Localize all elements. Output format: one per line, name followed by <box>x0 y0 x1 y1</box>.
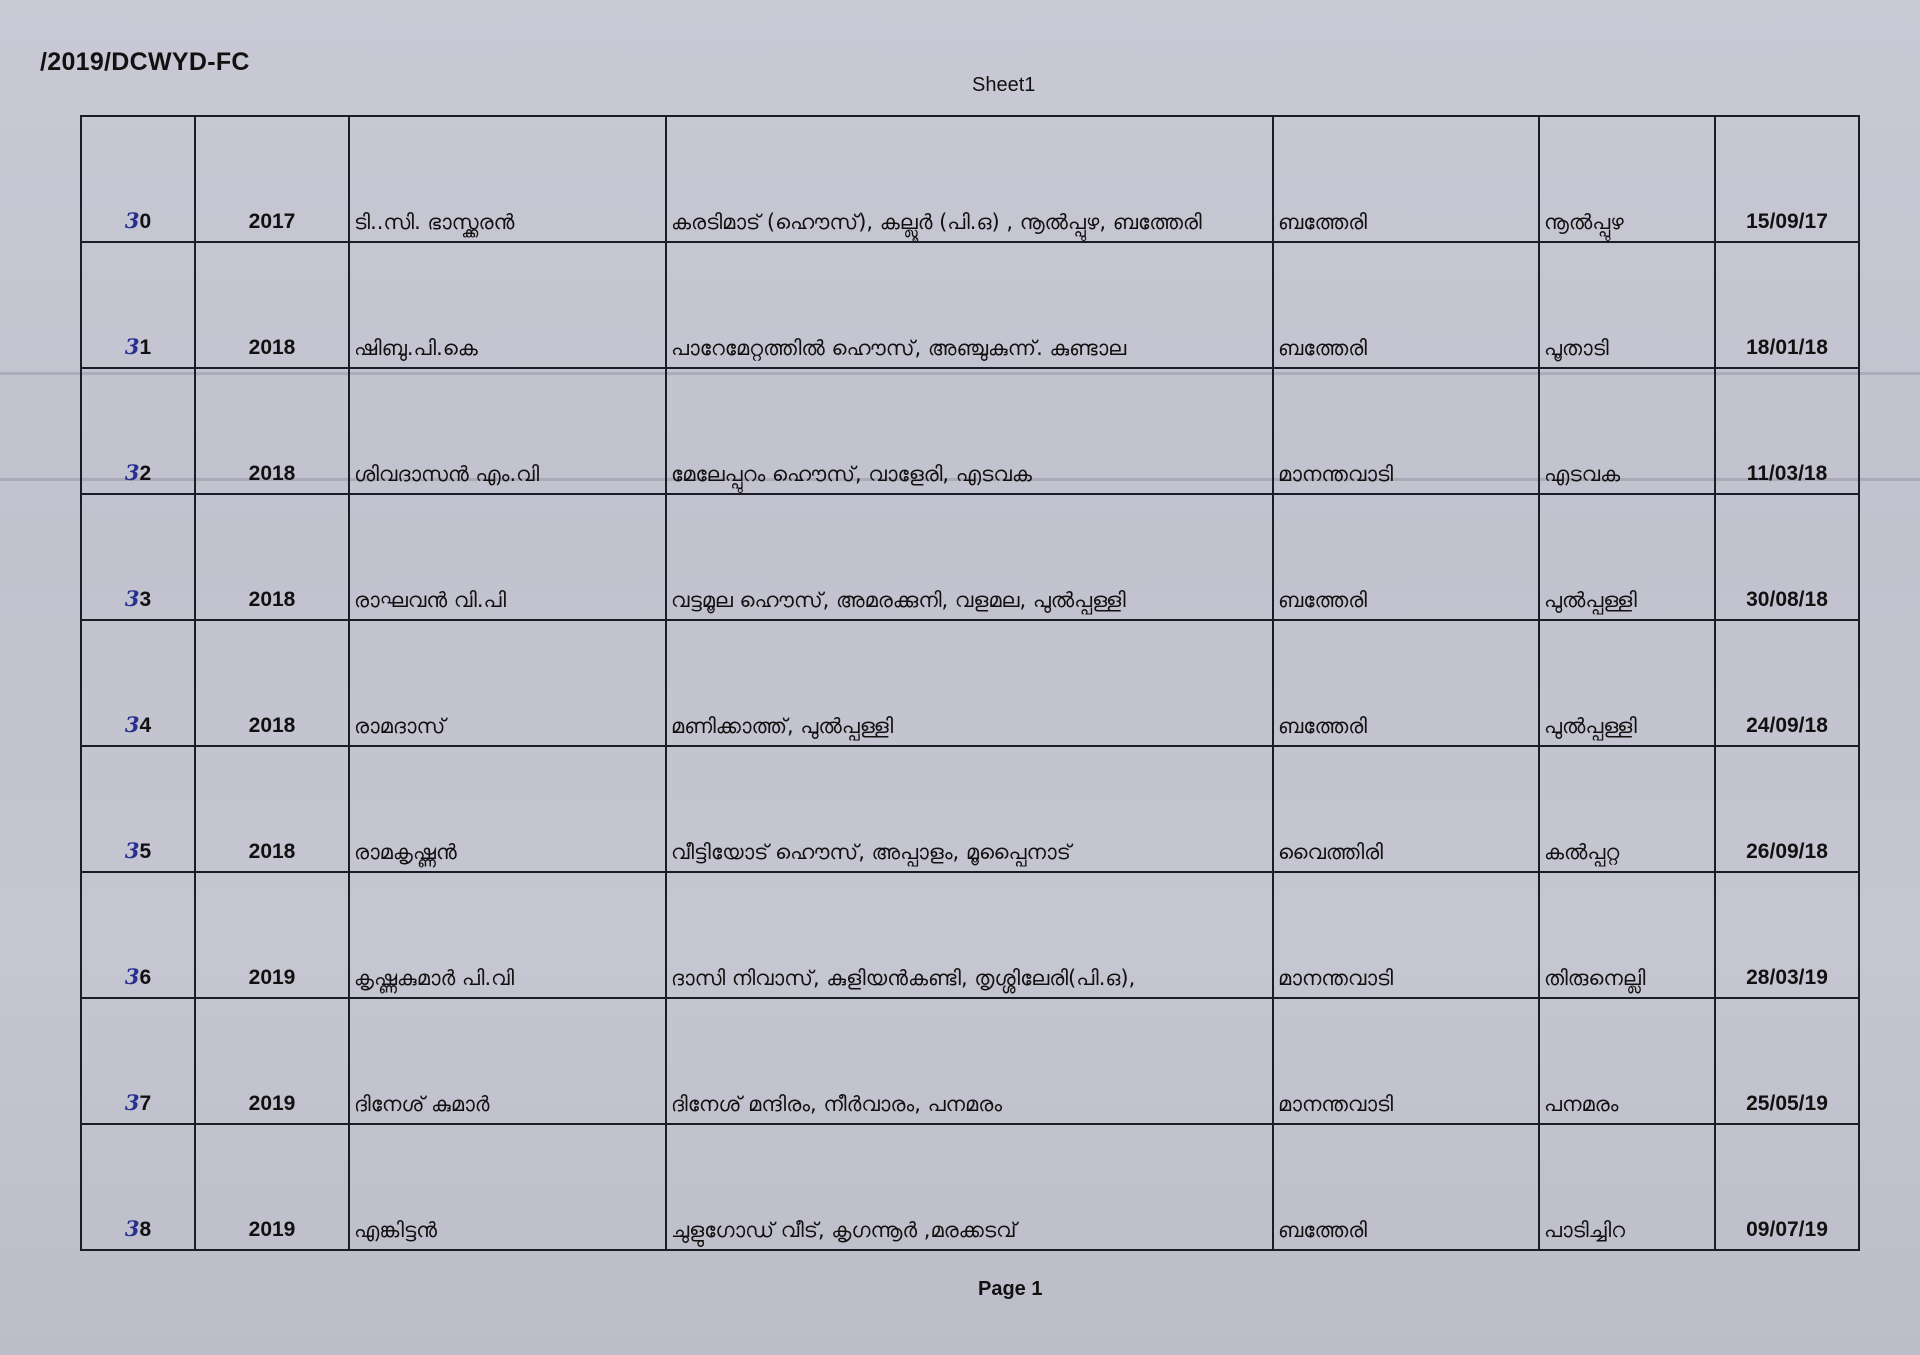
handwritten-digit: 3 <box>124 334 140 359</box>
printed-digit: 0 <box>139 210 152 233</box>
name-cell: രാമദാസ് <box>349 620 666 746</box>
handwritten-digit: 3 <box>124 460 140 485</box>
date-cell: 28/03/19 <box>1715 872 1859 998</box>
taluk-cell: ബത്തേരി <box>1273 620 1539 746</box>
table-row <box>81 242 1859 368</box>
serial-number-cell <box>81 116 195 242</box>
year-cell: 2018 <box>195 494 349 620</box>
taluk-cell: മാനന്തവാടി <box>1273 368 1539 494</box>
taluk-cell: മാനന്തവാടി <box>1273 872 1539 998</box>
name-cell: ദിനേശ് കുമാർ <box>349 998 666 1124</box>
village-cell: നൂൽപ്പുഴ <box>1539 116 1715 242</box>
name-cell: രാഘവൻ വി.പി <box>349 494 666 620</box>
village-cell: പനമരം <box>1539 998 1715 1124</box>
village-cell: പുൽപ്പള്ളി <box>1539 494 1715 620</box>
serial-number-cell <box>81 368 195 494</box>
village-cell: പാടിച്ചിറ <box>1539 1124 1715 1250</box>
serial-number-cell <box>81 494 195 620</box>
handwritten-digit: 3 <box>124 208 140 233</box>
address-cell: വട്ടമൂല ഹൌസ്, അമരക്കുനി, വളമല, പുൽപ്പള്ളി <box>666 494 1273 620</box>
printed-digit: 4 <box>139 714 152 737</box>
printed-digit: 3 <box>139 588 152 611</box>
serial-number-cell <box>81 746 195 872</box>
date-cell: 18/01/18 <box>1715 242 1859 368</box>
address-cell: മണിക്കാത്ത്, പുൽപ്പള്ളി <box>666 620 1273 746</box>
village-cell: പൂതാടി <box>1539 242 1715 368</box>
taluk-cell: മാനന്തവാടി <box>1273 998 1539 1124</box>
name-cell: ടി..സി. ഭാസ്ക്കരൻ <box>349 116 666 242</box>
name-cell: രാമകൃഷ്ണൻ <box>349 746 666 872</box>
address-cell: വീട്ടിയോട് ഹൌസ്, അപ്പാളം, മൂപ്പൈനാട് <box>666 746 1273 872</box>
table-row <box>81 1124 1859 1250</box>
taluk-cell: ബത്തേരി <box>1273 242 1539 368</box>
handwritten-digit: 3 <box>124 1090 140 1115</box>
table-row <box>81 998 1859 1124</box>
year-cell: 2018 <box>195 242 349 368</box>
serial-number-cell <box>81 1124 195 1250</box>
date-cell: 24/09/18 <box>1715 620 1859 746</box>
taluk-cell: ബത്തേരി <box>1273 494 1539 620</box>
taluk-cell: ബത്തേരി <box>1273 116 1539 242</box>
address-cell: മേലേപ്പുറം ഹൌസ്, വാളേരി, എടവക <box>666 368 1273 494</box>
table-row <box>81 872 1859 998</box>
table-row <box>81 368 1859 494</box>
printed-digit: 6 <box>139 966 152 989</box>
taluk-cell: ബത്തേരി <box>1273 1124 1539 1250</box>
printed-digit: 2 <box>139 462 152 485</box>
year-cell: 2018 <box>195 368 349 494</box>
handwritten-digit: 3 <box>124 586 140 611</box>
address-cell: ചുളുഗോഡ് വീട്, കൃഗന്നൂർ ,മരക്കടവ് <box>666 1124 1273 1250</box>
handwritten-digit: 3 <box>124 964 140 989</box>
printed-digit: 1 <box>139 336 152 359</box>
village-cell: പുൽപ്പള്ളി <box>1539 620 1715 746</box>
year-cell: 2018 <box>195 620 349 746</box>
page-number: Page 1 <box>978 1278 1043 1300</box>
printed-digit: 8 <box>139 1218 152 1241</box>
date-cell: 15/09/17 <box>1715 116 1859 242</box>
date-cell: 26/09/18 <box>1715 746 1859 872</box>
table-row <box>81 494 1859 620</box>
taluk-cell: വൈത്തിരി <box>1273 746 1539 872</box>
name-cell: ശിവദാസൻ എം.വി <box>349 368 666 494</box>
records-table-body <box>81 116 1859 1250</box>
name-cell: എങ്കിട്ടൻ <box>349 1124 666 1250</box>
year-cell: 2019 <box>195 872 349 998</box>
date-cell: 25/05/19 <box>1715 998 1859 1124</box>
handwritten-digit: 3 <box>124 1216 140 1241</box>
year-cell: 2019 <box>195 1124 349 1250</box>
address-cell: കരടിമാട് (ഹൌസ്), കല്ലൂർ (പി.ഒ) , നൂൽപ്പുഴ, ബത്തേരി <box>666 116 1273 242</box>
table-row <box>81 116 1859 242</box>
year-cell: 2019 <box>195 998 349 1124</box>
serial-number-cell <box>81 242 195 368</box>
date-cell: 11/03/18 <box>1715 368 1859 494</box>
handwritten-digit: 3 <box>124 712 140 737</box>
year-cell: 2017 <box>195 116 349 242</box>
handwritten-digit: 3 <box>124 838 140 863</box>
address-cell: പാറേമേറ്റത്തിൽ ഹൌസ്, അഞ്ചുകുന്ന്. കുണ്ടാല <box>666 242 1273 368</box>
serial-number-cell <box>81 998 195 1124</box>
year-cell: 2018 <box>195 746 349 872</box>
serial-number-cell <box>81 872 195 998</box>
address-cell: ദിനേശ് മന്ദിരം, നീർവാരം, പനമരം <box>666 998 1273 1124</box>
name-cell: കൃഷ്ണകുമാർ പി.വി <box>349 872 666 998</box>
sheet-title: Sheet1 <box>972 74 1036 96</box>
table-row <box>81 746 1859 872</box>
serial-number-cell <box>81 620 195 746</box>
table-row <box>81 620 1859 746</box>
records-table <box>80 115 1860 1251</box>
date-cell: 30/08/18 <box>1715 494 1859 620</box>
file-reference: /2019/DCWYD-FC <box>40 48 250 76</box>
village-cell: എടവക <box>1539 368 1715 494</box>
printed-digit: 7 <box>139 1092 152 1115</box>
village-cell: കൽപ്പറ്റ <box>1539 746 1715 872</box>
printed-digit: 5 <box>139 840 152 863</box>
name-cell: ഷിബു.പി.കെ <box>349 242 666 368</box>
date-cell: 09/07/19 <box>1715 1124 1859 1250</box>
village-cell: തിരുനെല്ലി <box>1539 872 1715 998</box>
address-cell: ദാസി നിവാസ്, കുളിയൻകണ്ടി, തൃശ്ശിലേരി(പി.ഒ), <box>666 872 1273 998</box>
